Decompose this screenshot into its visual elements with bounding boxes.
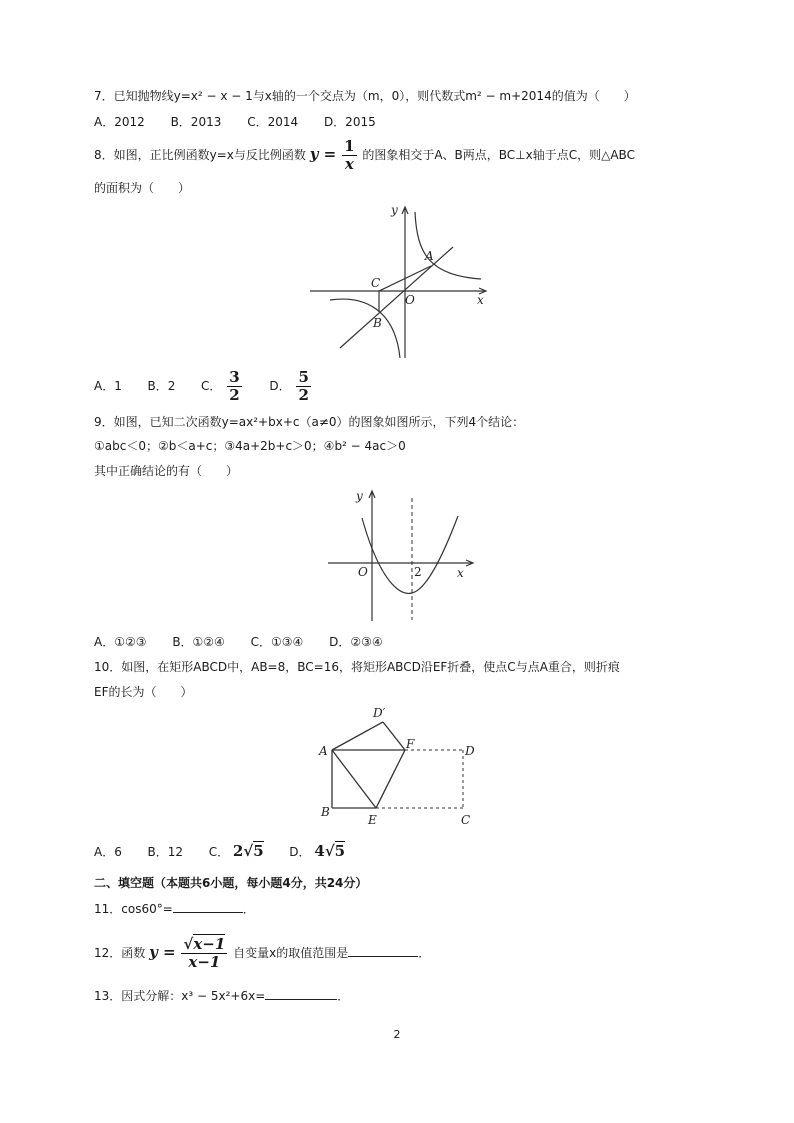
q7-option-b: B．2013 — [170, 115, 222, 129]
q8-option-c-prefix: C． — [201, 379, 222, 393]
q8-stem-c: 的面积为（ ） — [94, 181, 191, 195]
q9-ask: 其中正确结论的有（ ） — [94, 464, 239, 478]
q8-label-a: A — [425, 249, 434, 263]
q12-denominator: x−1 — [188, 953, 221, 971]
q10-segment-ae — [332, 750, 376, 808]
q9-label-x: x — [457, 566, 464, 580]
q7-options — [94, 114, 398, 130]
q8-hyperbola-q3 — [330, 299, 400, 358]
q10-label-a: A — [319, 744, 328, 758]
section2-title: 二、填空题（本题共6小题，每小题4分，共24分） — [94, 876, 368, 890]
q9-option-b: B．①②④ — [172, 635, 225, 649]
q10-option-c-radicand: 5 — [253, 842, 264, 860]
q9-option-d: D．②③④ — [329, 635, 383, 649]
q8-formula-lhs: y = — [309, 145, 337, 163]
q12-suffix: 自变量x的取值范围是 — [233, 946, 349, 960]
q12-fraction — [181, 937, 227, 970]
q9-figure — [322, 486, 482, 626]
q11 — [94, 900, 255, 917]
q7-option-d: D．2015 — [323, 115, 376, 129]
q12-numerator — [181, 937, 227, 954]
q8-label-y: y — [391, 203, 398, 217]
q9-stem: 9．如图，已知二次函数y=ax²+bx+c（a≠0）的图象如图所示，下列4个结论： — [94, 415, 525, 429]
q8-stem-b: 的图象相交于A、B两点，BC⊥x轴于点C，则△ABC — [362, 148, 635, 162]
q11-text: 11．cos60°= — [94, 902, 173, 916]
q8-options — [94, 368, 313, 404]
q10-label-b: B — [321, 805, 330, 819]
q10-option-c-radical-sign: √ — [243, 842, 254, 860]
q13-end: ． — [337, 989, 350, 1003]
q8-option-b: B．2 — [147, 379, 176, 393]
q9-option-c: C．①③④ — [250, 635, 304, 649]
q8-option-d-prefix: D． — [269, 379, 291, 393]
q8-label-c: C — [371, 276, 381, 290]
q10-option-b: B．12 — [147, 845, 184, 859]
q10-option-c-prefix: C． — [208, 845, 230, 859]
q9-label-y: y — [356, 489, 363, 503]
q12-end: ． — [418, 946, 431, 960]
q8-label-x: x — [477, 293, 484, 307]
q10-segment-ad-prime — [332, 722, 383, 750]
q9-parabola — [362, 516, 458, 593]
q8-option-c-numerator: 3 — [229, 368, 240, 386]
q10-label-d-prime: D′ — [373, 706, 386, 720]
q9-label-2: 2 — [414, 565, 422, 579]
q8-label-o: O — [405, 293, 415, 307]
q13-blank — [265, 987, 337, 1000]
q10-option-d-coef: 4 — [314, 842, 325, 860]
q10-stem-b: EF的长为（ ） — [94, 685, 193, 699]
q13 — [94, 987, 349, 1004]
q8-option-a: A．1 — [94, 379, 122, 393]
q8-stem — [94, 138, 635, 172]
q10-label-c: C — [461, 813, 471, 827]
q10-label-d: D — [465, 744, 475, 758]
q11-blank — [173, 900, 243, 913]
q10-option-a: A．6 — [94, 845, 122, 859]
q8-line-y-eq-x — [340, 247, 453, 348]
q8-option-c-denominator: 2 — [229, 386, 240, 404]
q10-option-d-radical-sign: √ — [324, 842, 335, 860]
q10-options — [94, 842, 345, 861]
q13-text: 13．因式分解：x³ − 5x²+6x= — [94, 989, 266, 1003]
q8-option-d-fraction — [296, 370, 310, 403]
q10-figure — [315, 702, 485, 832]
q8-formula-denominator: x — [344, 155, 354, 173]
q7-option-a: A．2012 — [94, 115, 145, 129]
q12-prefix: 12．函数 — [94, 946, 146, 960]
q9-label-o: O — [358, 565, 368, 579]
q12-radicand: x−1 — [193, 935, 226, 953]
q7-stem: 7．已知抛物线y=x² − x − 1与x轴的一个交点为（m，0），则代数式m² − m+2014的值为（ ） — [94, 89, 636, 103]
q7-option-c: C．2014 — [247, 115, 299, 129]
q9-conclusions: ①abc＜0；②b＜a+c；③4a+2b+c＞0；④b² − 4ac＞0 — [94, 439, 406, 453]
q12-blank — [348, 944, 418, 957]
q9-option-a: A．①②③ — [94, 635, 147, 649]
q12-lhs: y = — [149, 943, 176, 961]
q8-figure — [305, 200, 505, 360]
q8-label-b: B — [373, 316, 382, 330]
q10-option-d-prefix: D． — [289, 845, 311, 859]
q8-option-c-fraction — [227, 370, 241, 403]
q10-segment-ef — [376, 750, 405, 808]
page-number: 2 — [393, 1028, 401, 1041]
q8-option-d-numerator: 5 — [298, 368, 309, 386]
q10-option-d-radicand: 5 — [334, 842, 346, 860]
q8-formula-numerator: 1 — [344, 137, 355, 155]
q10-stem: 10．如图，在矩形ABCD中，AB=8，BC=16，将矩形ABCD沿EF折叠，使点C与点A重合，则折痕 — [94, 660, 620, 674]
q10-label-e: E — [368, 813, 377, 827]
q10-segment-d-prime-f — [383, 722, 405, 750]
q9-options — [94, 634, 405, 650]
q8-stem-a: 8．如图，正比例函数y=x与反比例函数 — [94, 148, 306, 162]
q10-label-f: F — [406, 737, 415, 751]
q12-radical-sign: √ — [183, 935, 194, 953]
q11-end: ． — [242, 902, 255, 916]
q8-option-d-denominator: 2 — [298, 386, 309, 404]
q10-option-c-coef: 2 — [232, 842, 244, 860]
q12 — [94, 930, 430, 975]
q8-formula-fraction — [342, 139, 356, 172]
